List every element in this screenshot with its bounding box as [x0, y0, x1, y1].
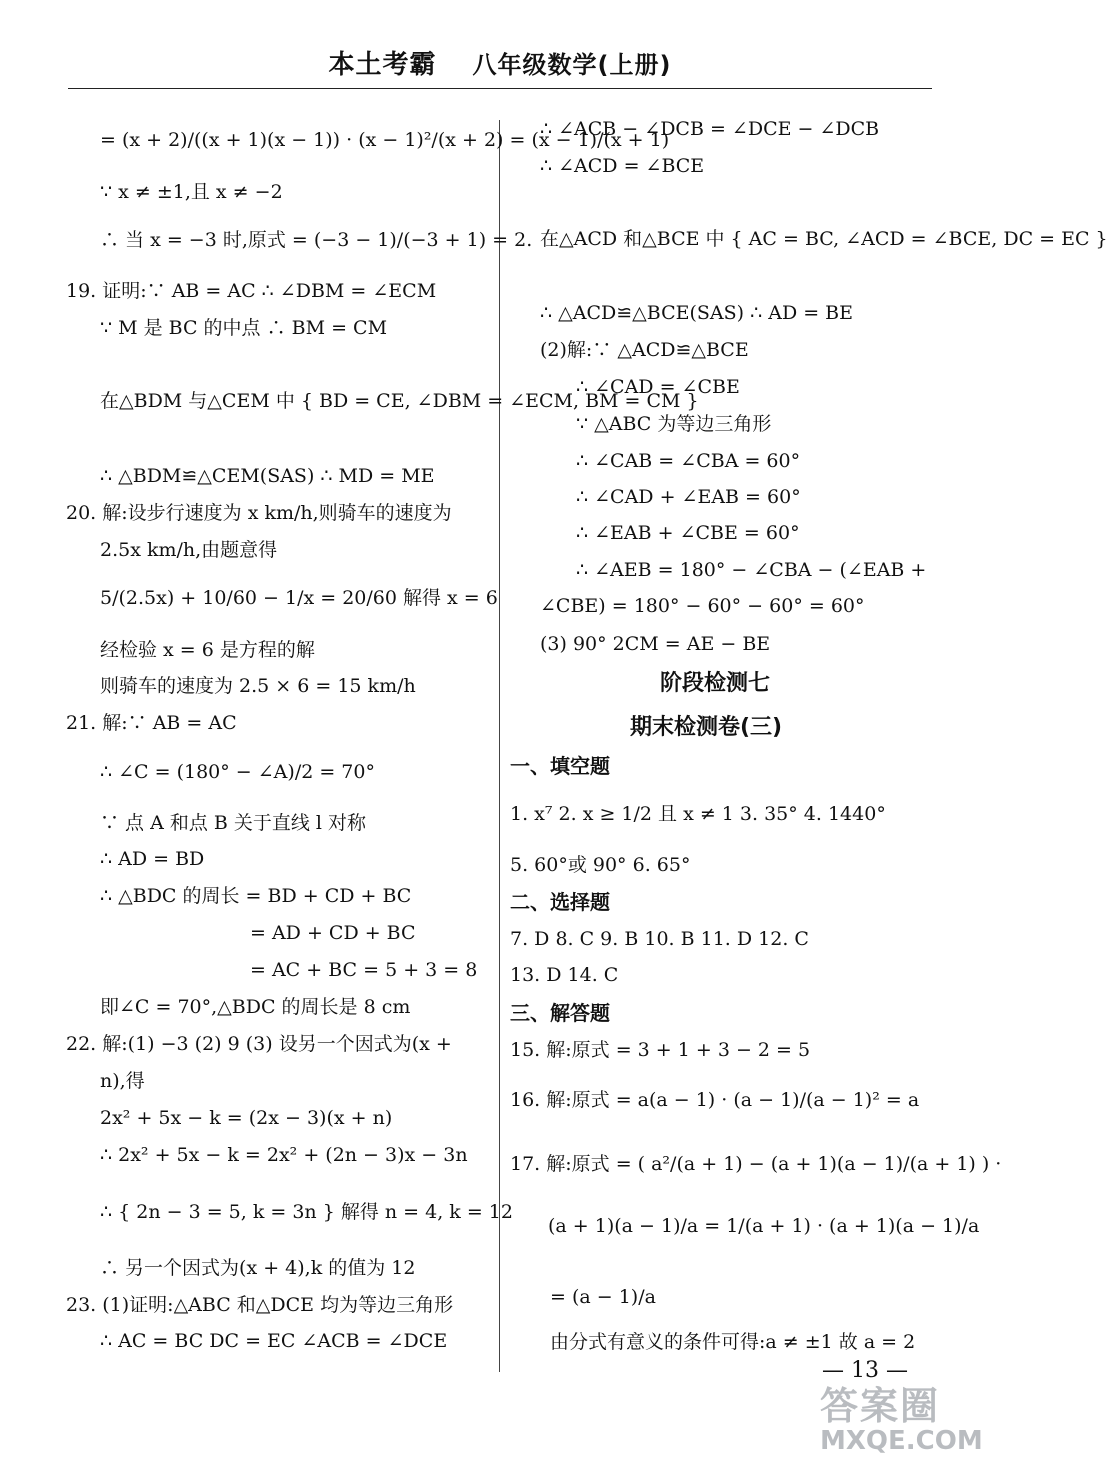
right-line: 17. 解:原式 = ( a²/(a + 1) − (a + 1)(a − 1)/(a + 1) ) · — [510, 1153, 1002, 1175]
left-line: ∴ AC = BC DC = EC ∠ACB = ∠DCE — [100, 1330, 448, 1352]
right-line: ∴ ∠ACD = ∠BCE — [540, 155, 705, 177]
section-title: 阶段检测七 — [660, 671, 771, 696]
left-line: n),得 — [100, 1070, 145, 1092]
left-line: 20. 解:设步行速度为 x km/h,则骑车的速度为 — [66, 502, 452, 524]
section-heading: 三、解答题 — [510, 1001, 610, 1025]
page-header — [0, 44, 1000, 81]
watermark-logo — [820, 1385, 990, 1460]
right-line: ∠CBE) = 180° − 60° − 60° = 60° — [540, 595, 865, 617]
left-line: 经检验 x = 6 是方程的解 — [100, 639, 315, 661]
left-line: = (x + 2)/((x + 1)(x − 1)) · (x − 1)²/(x + 2) = (x − 1)/(x + 1) — [100, 129, 670, 151]
column-divider — [499, 120, 500, 1372]
right-line: ∴ ∠CAB = ∠CBA = 60° — [576, 450, 801, 472]
left-line: ∴ △BDM≌△CEM(SAS) ∴ MD = ME — [100, 465, 435, 487]
right-line: ∴ ∠EAB + ∠CBE = 60° — [576, 522, 800, 544]
left-line: 19. 证明:∵ AB = AC ∴ ∠DBM = ∠ECM — [66, 280, 437, 302]
right-line: = (a − 1)/a — [550, 1286, 656, 1308]
right-line: (a + 1)(a − 1)/a = 1/(a + 1) · (a + 1)(a − 1)/a — [548, 1215, 980, 1237]
right-line: ∴ ∠ACB − ∠DCB = ∠DCE − ∠DCB — [540, 118, 880, 140]
right-line: 在△ACD 和△BCE 中 { AC = BC, ∠ACD = ∠BCE, DC = EC } — [540, 228, 1108, 250]
right-line: ∴ △ACD≌△BCE(SAS) ∴ AD = BE — [540, 302, 854, 324]
right-line: 15. 解:原式 = 3 + 1 + 3 − 2 = 5 — [510, 1039, 811, 1061]
left-line: 即∠C = 70°,△BDC 的周长是 8 cm — [100, 996, 411, 1018]
left-line: ∴ 2x² + 5x − k = 2x² + (2n − 3)x − 3n — [100, 1144, 468, 1166]
left-line: ∴ △BDC 的周长 = BD + CD + BC — [100, 885, 412, 907]
right-line: 7. D 8. C 9. B 10. B 11. D 12. C — [510, 928, 809, 950]
left-line: 2x² + 5x − k = (2x − 3)(x + n) — [100, 1107, 393, 1129]
right-line: 16. 解:原式 = a(a − 1) · (a − 1)/(a − 1)² = a — [510, 1089, 920, 1111]
left-line: ∴ { 2n − 3 = 5, k = 3n } 解得 n = 4, k = 12 — [100, 1201, 513, 1223]
exam-title: 期末检测卷(三) — [630, 715, 783, 740]
right-line: ∴ ∠CAD = ∠CBE — [576, 376, 740, 398]
right-line: 由分式有意义的条件可得:a ≠ ±1 故 a = 2 — [550, 1331, 916, 1353]
right-line: (3) 90° 2CM = AE − BE — [540, 633, 771, 655]
right-line: 5. 60°或 90° 6. 65° — [510, 854, 691, 876]
left-line: 22. 解:(1) −3 (2) 9 (3) 设另一个因式为(x + — [66, 1033, 452, 1055]
right-line: ∵ △ABC 为等边三角形 — [576, 413, 772, 435]
left-line: ∵ x ≠ ±1,且 x ≠ −2 — [100, 181, 283, 203]
right-line: 13. D 14. C — [510, 964, 619, 986]
book-title: 本土考霸 — [328, 50, 437, 80]
left-line: 在△BDM 与△CEM 中 { BD = CE, ∠DBM = ∠ECM, BM = CM } — [100, 390, 699, 412]
right-line: 1. x⁷ 2. x ≥ 1/2 且 x ≠ 1 3. 35° 4. 1440° — [510, 803, 886, 825]
left-line: 5/(2.5x) + 10/60 − 1/x = 20/60 解得 x = 6 — [100, 587, 498, 609]
right-line: ∴ ∠AEB = 180° − ∠CBA − (∠EAB + — [576, 559, 927, 581]
left-line: ∵ M 是 BC 的中点 ∴ BM = CM — [100, 317, 388, 339]
right-line: ∴ ∠CAD + ∠EAB = 60° — [576, 486, 801, 508]
left-line: 2.5x km/h,由题意得 — [100, 539, 278, 561]
left-line: ∴ ∠C = (180° − ∠A)/2 = 70° — [100, 761, 375, 783]
left-line: ∵ 点 A 和点 B 关于直线 l 对称 — [100, 812, 367, 834]
left-line: 21. 解:∵ AB = AC — [66, 712, 237, 734]
right-line: (2)解:∵ △ACD≌△BCE — [540, 339, 749, 361]
book-subtitle: 八年级数学(上册) — [472, 51, 672, 79]
header-rule — [68, 88, 932, 89]
section-heading: 二、选择题 — [510, 890, 610, 914]
left-line: = AC + BC = 5 + 3 = 8 — [250, 959, 478, 981]
left-line: 23. (1)证明:△ABC 和△DCE 均为等边三角形 — [66, 1294, 454, 1316]
watermark-text: 答案圈 — [820, 1384, 941, 1428]
left-line: ∴ 当 x = −3 时,原式 = (−3 − 1)/(−3 + 1) = 2. — [100, 229, 533, 251]
left-line: ∴ AD = BD — [100, 848, 205, 870]
left-line: 则骑车的速度为 2.5 × 6 = 15 km/h — [100, 675, 416, 697]
watermark-url: MXQE.COM — [820, 1426, 983, 1456]
left-line: ∴ 另一个因式为(x + 4),k 的值为 12 — [100, 1257, 416, 1279]
section-heading: 一、填空题 — [510, 754, 610, 778]
page-number: — 13 — — [822, 1358, 908, 1383]
left-line: = AD + CD + BC — [250, 922, 416, 944]
